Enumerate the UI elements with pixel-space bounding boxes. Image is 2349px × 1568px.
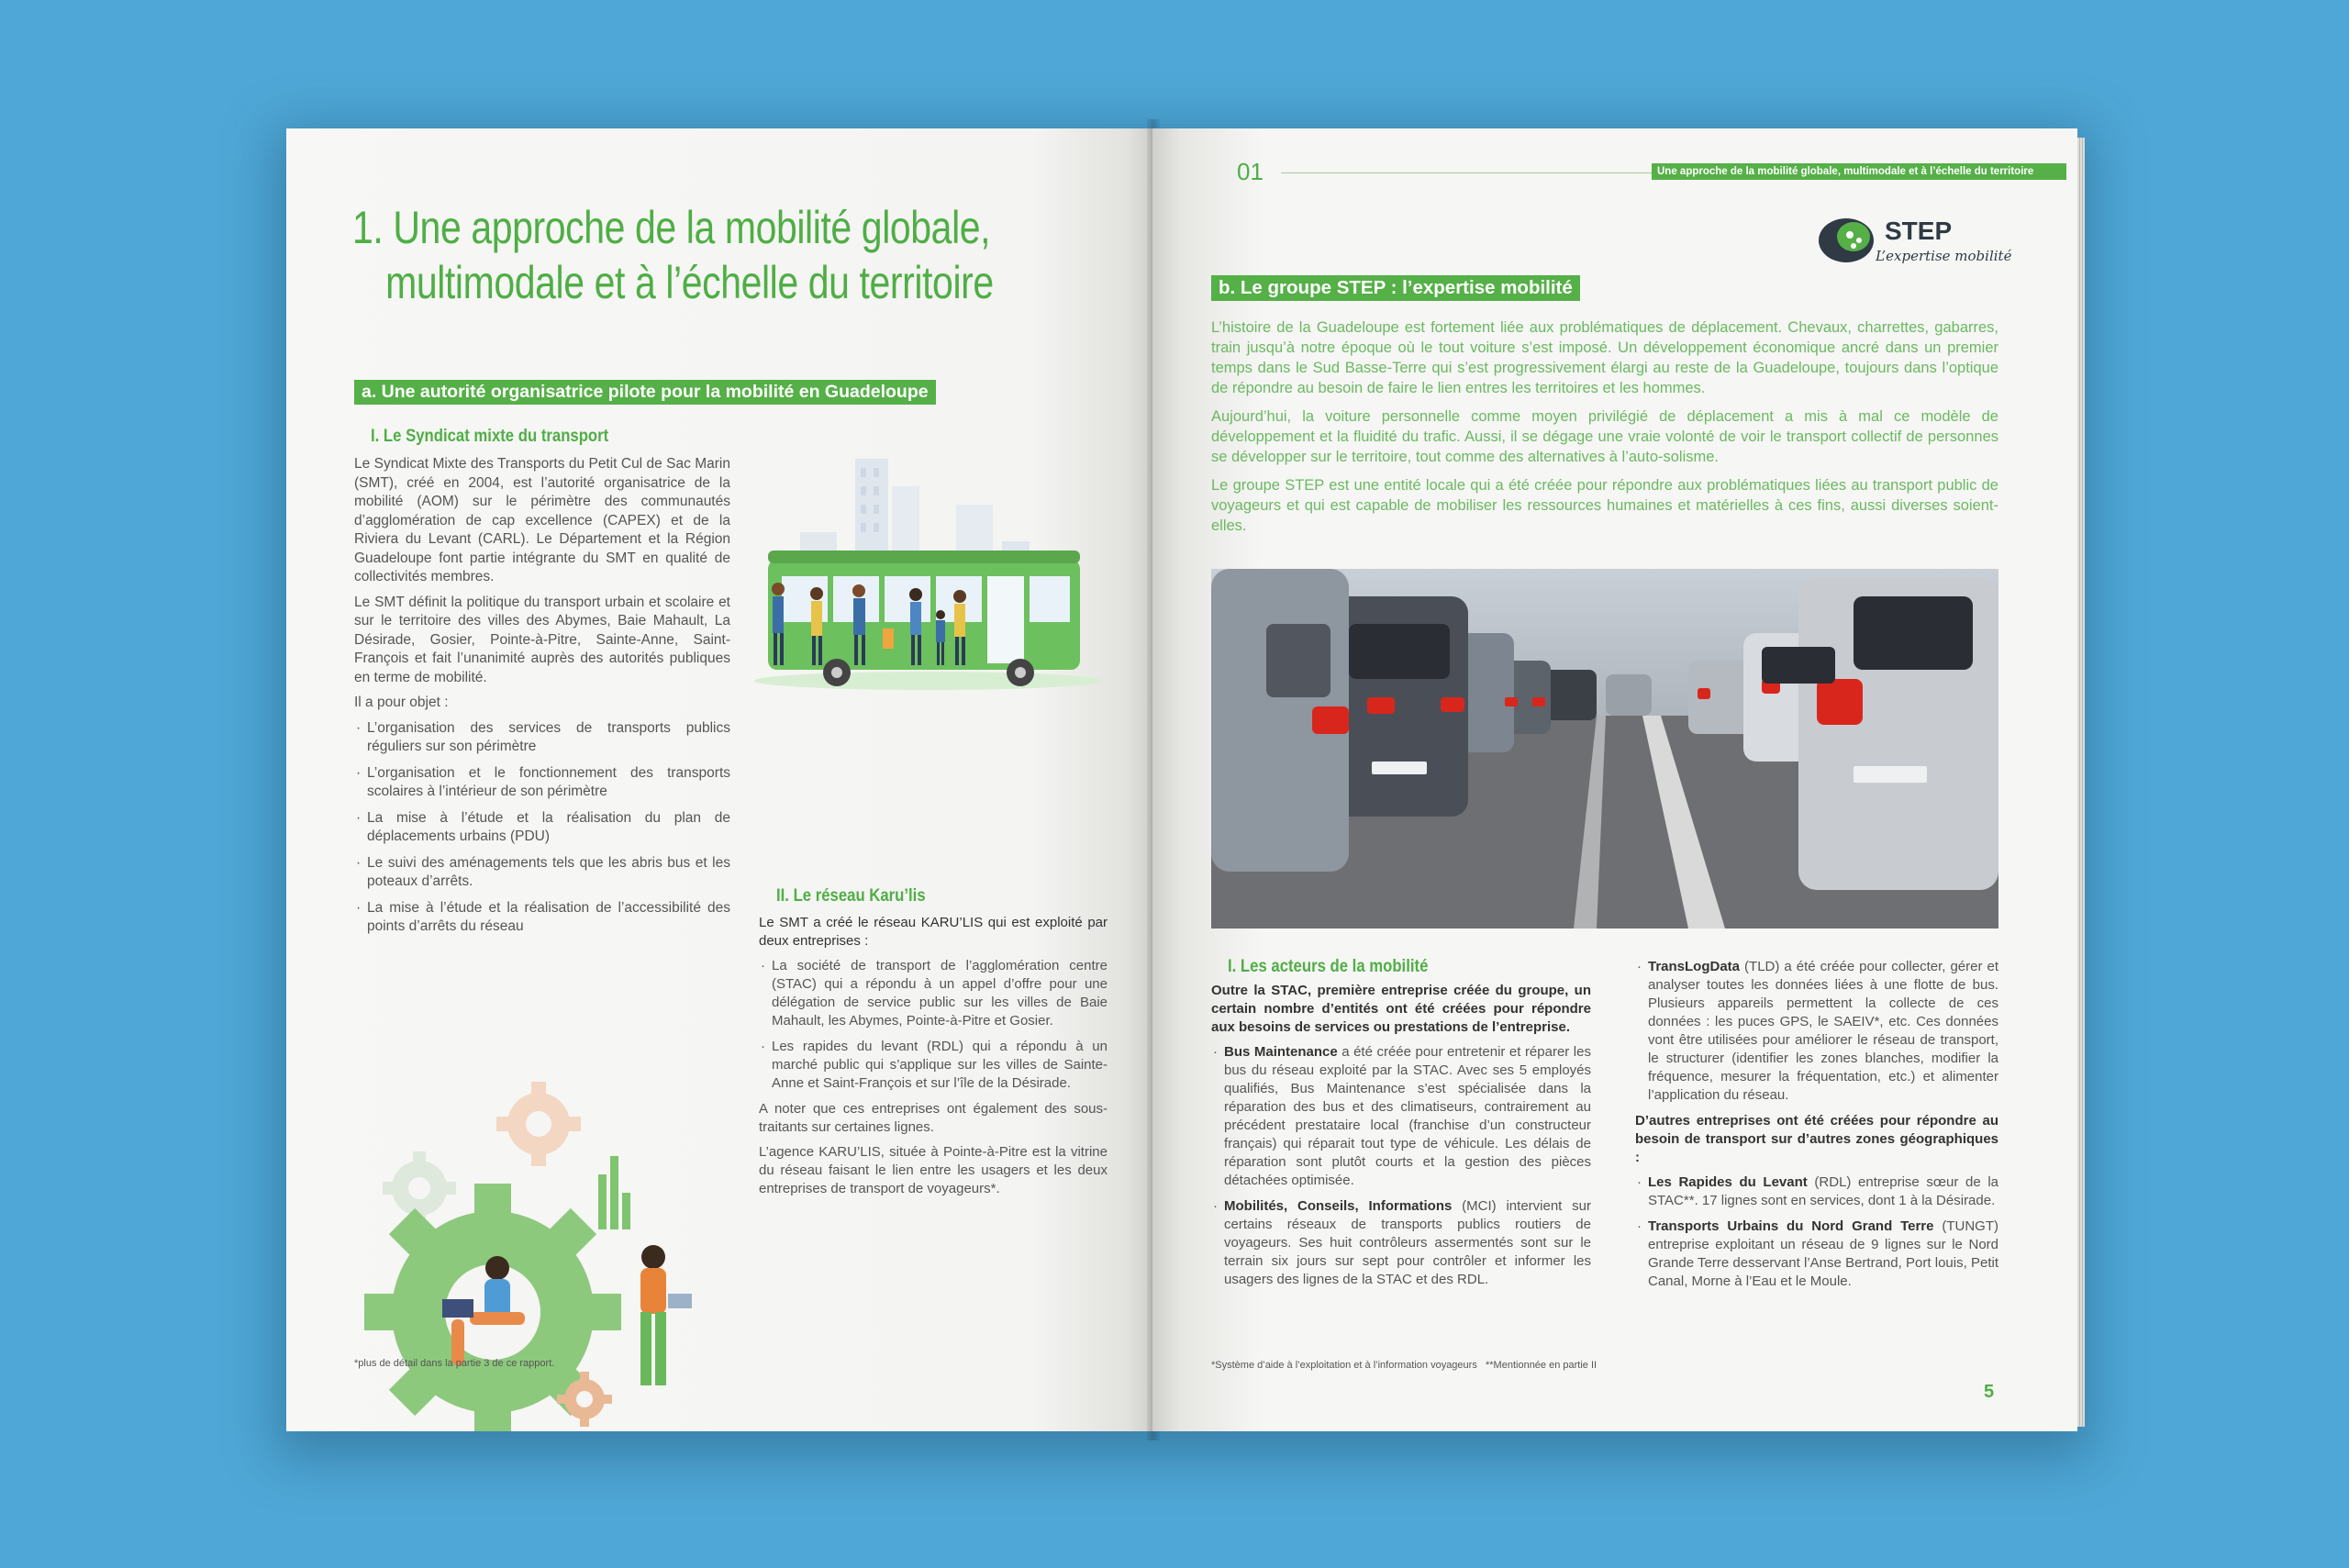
subheading-acteurs: I. Les acteurs de la mobilité — [1228, 957, 1429, 976]
chapter-number: 01 — [1237, 158, 1264, 185]
acteurs-col-left: Outre la STAC, première entreprise créée du groupe, un certain nombre d’entités ont été créées pour répondre aux besoins de services ou prestations de l’entreprise. · Bus Maintenance a été créée pour entretenir et réparer les bus du réseau exploité par la STAC. Avec ses 5 employés qualifiés, Bus Maintenance s’est spécialisée dans la réparation des bus et des climatiseurs, contrairement au précédent prestataire local (franchise d’un constructeur français) qui réparait tout type de véhicule. Les délais de réparation sont plutôt courts et la gestion des pièces détachées optimisée. · Mobilités, Conseils, Informations (MCI) intervient sur certains réseaux de transports publics routiers de voyageurs. Ses huit contrôleurs assermentés sont sur le terrain six jours sur sept pour contrôler et informer les usagers des lignes de la STAC et des RDL. — [1211, 982, 1591, 1296]
page-stack-edge — [2077, 138, 2085, 1427]
list-item: · La mise à l’étude et la réalisation de l’accessibilité des points d’arrêts du réseau — [354, 899, 730, 937]
acteurs-col-right: · TransLogData (TLD) a été créée pour collecter, gérer et analyser toutes les données liées à une flotte de bus. Plusieurs appareils permettent la collecte de ces données : les puces GPS, le SAEIV*, etc. Ces données vont être utilisées pour améliorer le réseau de transport, le structurer (identifier les zones blanches, modifier la fréquence, mesurer la fréquentation, etc.) et alimenter l’application du réseau. D’autres entreprises ont été créées pour répondre au besoin de transport sur d’autres zones géographiques : · Les Rapides du Levant (RDL) entreprise sœur de la STAC**. 17 lignes sont en services, dont 1 à la Désirade. · Transports Urbains du Nord Grand Terre (TUNGT) entreprise exploitant un réseau de 9 lignes sur le Nord Grande Terre desservant l’Anse Bertrand, Port louis, Petit Canal, Morne à l’Eau et le Moule. — [1635, 958, 1998, 1298]
logo-name: STEP — [1885, 217, 1953, 245]
bus-illustration — [745, 440, 1112, 716]
list-item: · TransLogData (TLD) a été créée pour collecter, gérer et analyser toutes les données liées à une flotte de bus. Plusieurs appareils permettent la collecte de ces données : les puces GPS, le SAEIV*, etc. Ces données vont être utilisées pour améliorer le réseau de transport, le structurer (identifier les zones blanches, modifier la fréquence, mesurer la fréquentation, etc.) et alimenter l’application du réseau. — [1635, 958, 1998, 1105]
step-logo-icon — [1817, 213, 1881, 268]
subheading-karulis: II. Le réseau Karu’lis — [776, 886, 926, 906]
list-item: · L’organisation des services de transports publics réguliers sur son périmètre — [354, 719, 730, 757]
list-item: · La société de transport de l’agglomération centre (STAC) qui a répondu à un appel d’offre pour une délégation de service public sur les villes de Baie Mahault, les Abymes, Pointe-à-Pitre et Gosier. — [759, 957, 1108, 1030]
acteurs-list-left — [1211, 1043, 1591, 1289]
list-item: · Le suivi des aménagements tels que les abris bus et les poteaux d’arrêts. — [354, 854, 730, 892]
karulis-text: Le SMT a créé le réseau KARU’LIS qui est exploité par deux entreprises : · La société de transport de l’agglomération centre (STAC) qui a répondu à un appel d’offre pour une délégation de service public sur les villes de Baie Mahault, les Abymes, Pointe-à-Pitre et Gosier. · Les rapides du levant (RDL) qui a répondu à un marché public qui s’applique sur les villes de Sainte-Anne et Saint-François et sur l’île de la Désirade. A noter que ces entreprises ont également des sous-traitants sur certaines lignes. L’agence KARU’LIS, située à Pointe-à-Pitre est la vitrine du réseau faisant le lien entre les usagers et les deux entreprises de transport de voyageurs*. — [759, 914, 1108, 1205]
subheading-syndicat: I. Le Syndicat mixte du transport — [371, 427, 609, 446]
acteurs-list-right — [1635, 958, 1998, 1105]
list-item: · Transports Urbains du Nord Grand Terre (TUNGT) entreprise exploitant un réseau de 9 lignes sur le Nord Grande Terre desservant l’Anse Bertrand, Port louis, Petit Canal, Morne à l’Eau et le Moule. — [1635, 1218, 1998, 1291]
list-item: · Mobilités, Conseils, Informations (MCI) intervient sur certains réseaux de transports publics routiers de voyageurs. Ses huit contrôleurs assermentés sont sur le terrain six jours sur sept pour contrôler et informer les usagers des lignes de la STAC et des RDL. — [1211, 1197, 1591, 1289]
header-band: Une approche de la mobilité globale, multimodale et à l’échelle du territoire — [1652, 163, 2066, 180]
step-logo — [1817, 213, 2055, 277]
right-page — [1152, 128, 2077, 1431]
syndicat-text: Le Syndicat Mixte des Transports du Petit Cul de Sac Marin (SMT), créé en 2004, est l’autorité organisatrice de la mobilité (AOM) sur le périmètre des communautés d’agglomération de cap excellence (CAPEX) et de la Riviera du Levant (CARL). Le Département et la Région Guadeloupe font partie intégrante du SMT en qualité de collectivités membres. Le SMT définit la politique du transport urbain et scolaire et sur le territoire des villes des Abymes, Baie Mahault, La Désirade, Gosier, Pointe-à-Pitre, Sainte-Anne, Saint-François et fait l’unanimité auprès des autorités publiques en terme de mobilité. Il a pour objet : · L’organisation des services de transports publics réguliers sur son périmètre · L’organisation et le fonctionnement des transports scolaires à l’intérieur de son périmètre · La mise à l’étude et la réalisation du plan de déplacements urbains (PDU) · Le suivi des aménagements tels que les abris bus et les poteaux d’arrêts. · La mise à l’étude et la réalisation de l’accessibilité des points d’arrêts du réseau — [354, 455, 730, 944]
left-page — [286, 128, 1152, 1431]
list-item: · Bus Maintenance a été créée pour entretenir et réparer les bus du réseau exploité par la STAC. Avec ses 5 employés qualifiés, Bus Maintenance s’est spécialisée dans la réparation des bus et des climatiseurs, contrairement au précédent prestataire local (franchise d’un constructeur français) qui réparait tout type de véhicule. Les délais de réparation sont plutôt courts et la gestion des pièces détachées optimisée. — [1211, 1043, 1591, 1190]
list-item: · Les rapides du levant (RDL) qui a répondu à un marché public qui s’applique sur les villes de Sainte-Anne et Saint-François et sur l’île de la Désirade. — [759, 1038, 1108, 1093]
section-b-heading: b. Le groupe STEP : l’expertise mobilité — [1211, 275, 1580, 301]
right-footnote: *Système d’aide à l’exploitation et à l’information voyageurs **Mentionnée en partie II — [1211, 1360, 1598, 1371]
page-number: 5 — [1984, 1382, 1995, 1402]
page-title: 1. Une approche de la mobilité globale, multimodale et à l’échelle du territoire — [352, 202, 994, 308]
traffic-photo — [1211, 569, 1998, 929]
list-item: · La mise à l’étude et la réalisation du plan de déplacements urbains (PDU) — [354, 809, 730, 847]
left-footnote: *plus de détail dans la partie 3 de ce rapport. — [354, 1358, 555, 1369]
gear-illustration — [341, 1073, 708, 1431]
logo-tagline: L’expertise mobilité — [1876, 248, 2012, 264]
objects-list — [354, 719, 730, 937]
other-companies-list — [1635, 1173, 1998, 1291]
karulis-list — [759, 957, 1108, 1093]
step-intro-text: L’histoire de la Guadeloupe est fortement liée aux problématiques de déplacement. Chevaux, charrettes, gabarres, train jusqu’à notre époque où le tout voiture s’est imposé. Un développement économique ancré dans un premier temps dans le Sud Basse-Terre qui s’est progressivement élargi au reste de la Guadeloupe, toujours dans l’optique de répondre au besoin de faire le lien entres les territoires et les hommes. Aujourd’hui, la voiture personnelle comme moyen privilégié de déplacement a mis à mal ce modèle de développement et la fluidité du trafic. Aussi, il se dégage une vraie volonté de voir le transport collectif de personnes se développer sur le territoire, tout comme des alternatives à l’auto-solisme. Le groupe STEP est une entité locale qui a été créée pour répondre aux problématiques liées au transport public de voyageurs et qui est capable de mobiliser les ressources humaines et matérielles à ces fins, aussi diverses soient-elles. — [1211, 319, 1998, 534]
list-item: · Les Rapides du Levant (RDL) entreprise sœur de la STAC**. 17 lignes sont en services, dont 1 à la Désirade. — [1635, 1173, 1998, 1210]
section-a-heading: a. Une autorité organisatrice pilote pour la mobilité en Guadeloupe — [354, 380, 936, 405]
list-item: · L’organisation et le fonctionnement des transports scolaires à l’intérieur de son périmètre — [354, 764, 730, 802]
